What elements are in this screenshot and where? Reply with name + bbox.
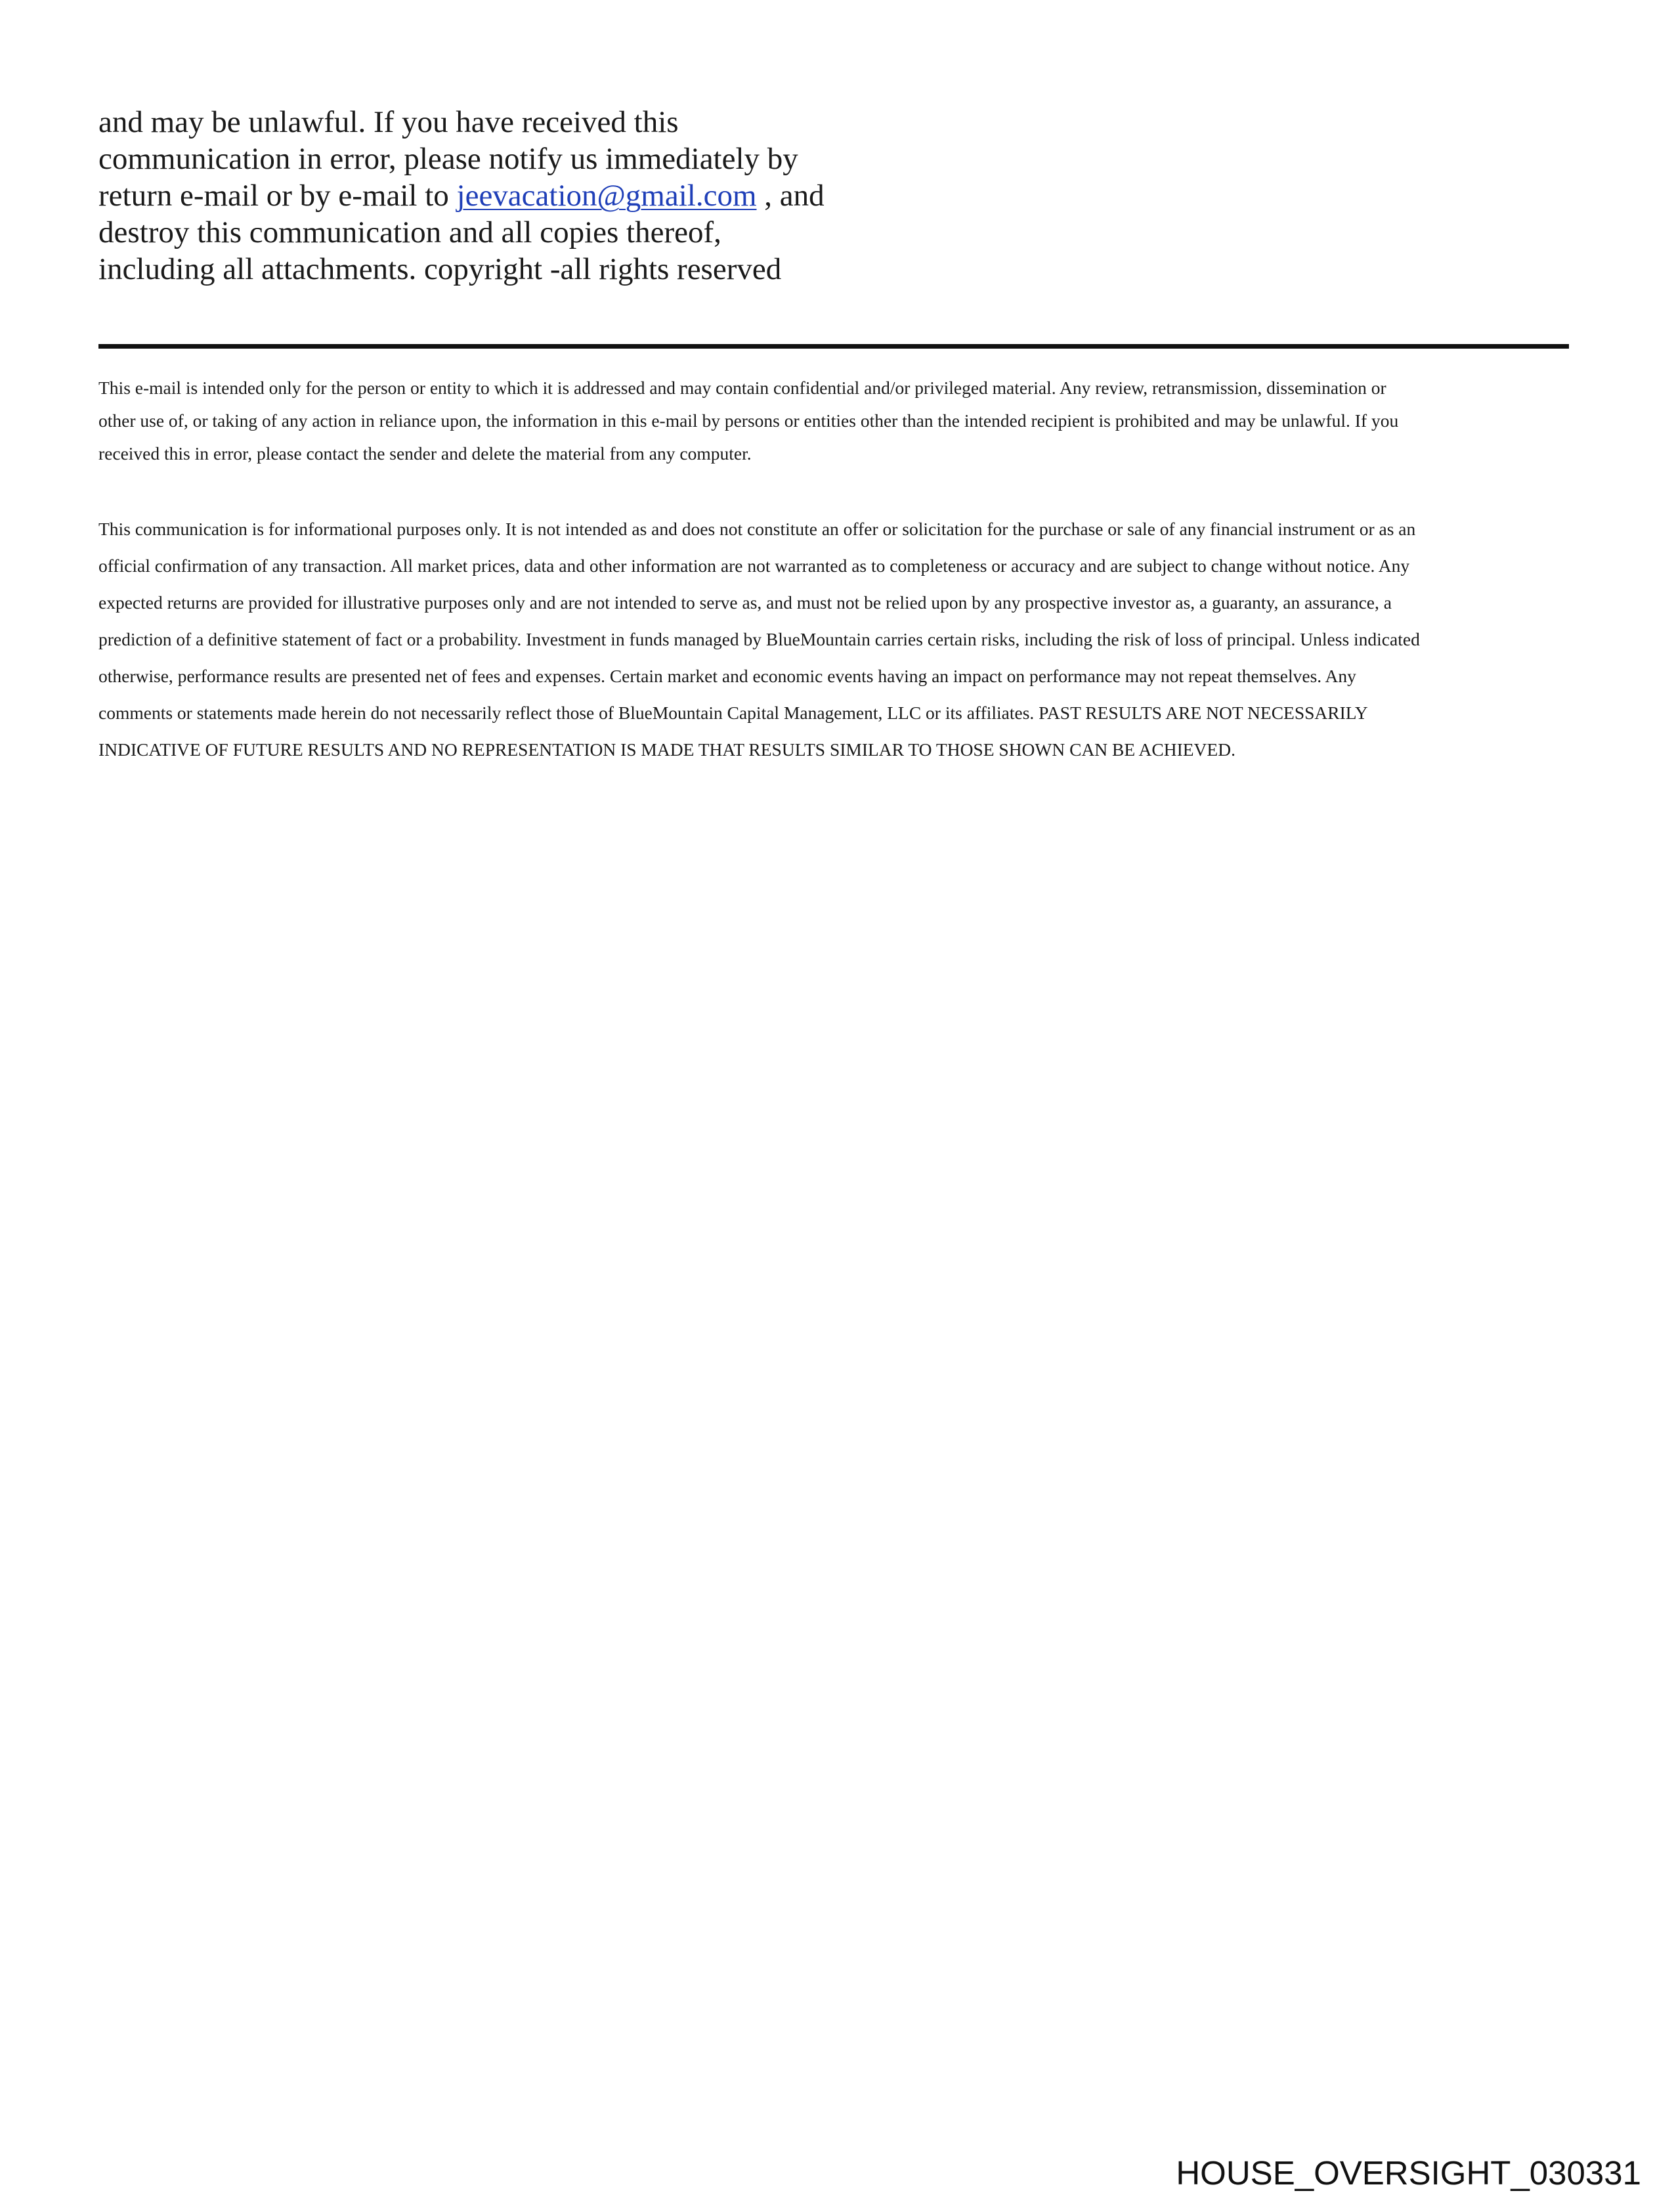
notice-line: communication in error, please notify us immediately by — [98, 142, 798, 176]
disclaimer-line: This communication is for informational purposes only. It is not intended as and does not constitute an offer or solicitation for the purchase or sale of any financial instrument or as an — [98, 519, 1416, 539]
notice-line: destroy this communication and all copies thereof, — [98, 215, 721, 249]
email-disclaimer — [98, 372, 1569, 470]
disclaimer-line: INDICATIVE OF FUTURE RESULTS AND NO REPRESENTATION IS MADE THAT RESULTS SIMILAR TO THOSE SHOWN CAN BE ACHIEVED. — [98, 739, 1235, 760]
disclaimer-line: prediction of a definitive statement of fact or a probability. Investment in funds managed by BlueMountain carries certain risks, including the risk of loss of principal. Unless indicated — [98, 629, 1420, 649]
notice-line-text: return e-mail or by e-mail to — [98, 179, 457, 213]
notice-line: and may be unlawful. If you have received this — [98, 105, 679, 139]
disclaimer-line: other use of, or taking of any action in reliance upon, the information in this e-mail by persons or entities other than the intended recipient is prohibited and may be unlawful. If you — [98, 410, 1399, 431]
notice-line-text: , and — [756, 179, 825, 213]
disclaimer-line: expected returns are provided for illustrative purposes only and are not intended to serve as, and must not be relied upon by any prospective investor as, a guaranty, an assurance, a — [98, 592, 1392, 613]
disclaimer-line: received this in error, please contact the sender and delete the material from any computer. — [98, 443, 752, 464]
confidentiality-notice — [98, 104, 1018, 288]
horizontal-divider — [98, 344, 1569, 349]
disclaimer-line: official confirmation of any transaction. All market prices, data and other information are not warranted as to completeness or accuracy and are subject to change without notice. Any — [98, 555, 1410, 576]
disclaimer-line: This e-mail is intended only for the person or entity to which it is addressed and may contain confidential and/or privileged material. Any review, retransmission, dissemination or — [98, 378, 1386, 398]
disclaimer-line: otherwise, performance results are presented net of fees and expenses. Certain market and economic events having an impact on performance may not repeat themselves. Any — [98, 666, 1356, 686]
notice-line — [98, 177, 1018, 214]
disclaimer-line: comments or statements made herein do not necessarily reflect those of BlueMountain Capital Management, LLC or its affiliates. PAST RESULTS ARE NOT NECESSARILY — [98, 703, 1368, 723]
informational-disclaimer — [98, 511, 1569, 768]
document-id-stamp: HOUSE_OVERSIGHT_030331 — [1176, 2154, 1641, 2192]
notice-line: including all attachments. copyright -all rights reserved — [98, 252, 782, 286]
email-link[interactable]: jeevacation@gmail.com — [456, 179, 757, 213]
